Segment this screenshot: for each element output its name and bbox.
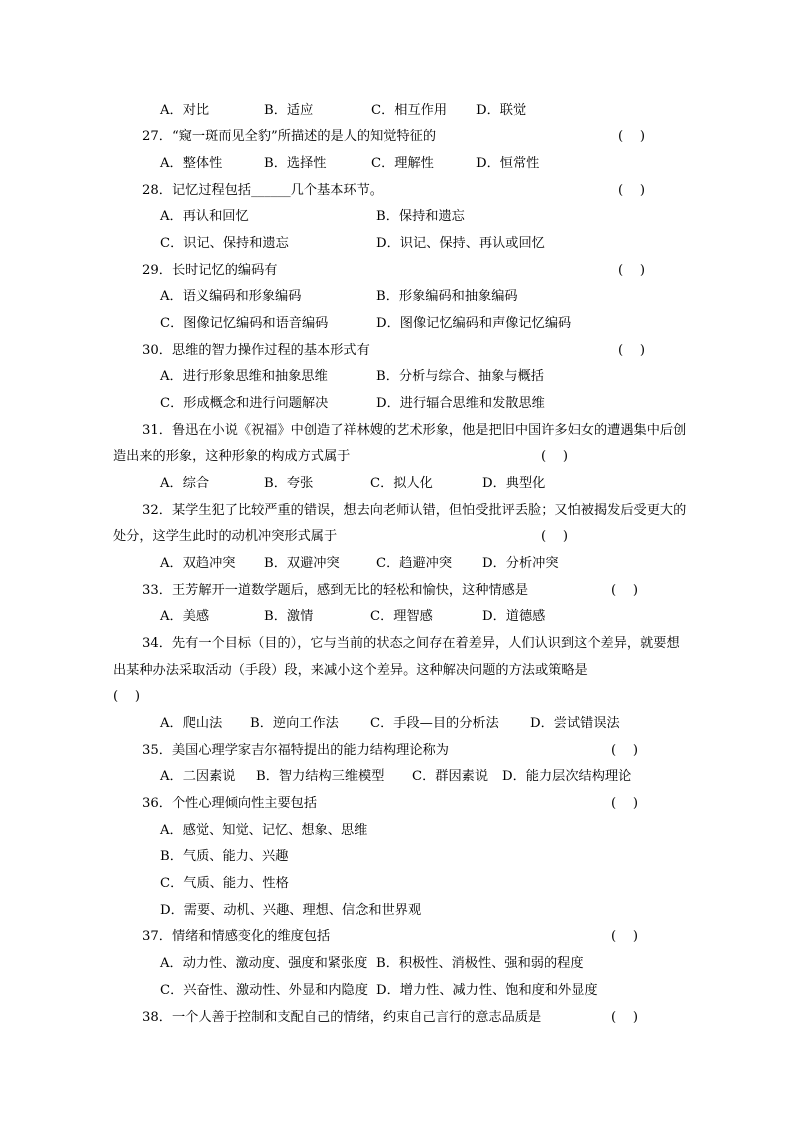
question-q37: 37．情绪和情感变化的维度包括 bbox=[142, 929, 331, 944]
question-q34a: 34．先有一个目标（目的），它与当前的状态之间存在着差异，人们认识到这个差异，就要想 bbox=[142, 636, 680, 651]
option-q30opts2-0: C．形成概念和进行问题解决 bbox=[160, 396, 329, 411]
question-q38: 38．一个人善于控制和支配自己的情绪，约束自己言行的意志品质是 bbox=[142, 1010, 542, 1025]
option-q32opts-2: C．趋避冲突 bbox=[376, 556, 453, 571]
question-q29: 29．长时记忆的编码有 bbox=[142, 263, 278, 278]
answer-bracket-q37: ( ) bbox=[611, 929, 639, 944]
option-q28opts1-1: B．保持和遗忘 bbox=[376, 209, 465, 224]
option-q36a: A．感觉、知觉、记忆、想象、思维 bbox=[160, 823, 368, 838]
answer-bracket-q31b: ( ) bbox=[541, 449, 569, 464]
option-q31opts-0: A．综合 bbox=[160, 476, 210, 491]
answer-bracket-q32b: ( ) bbox=[541, 529, 569, 544]
option-q36b: B．气质、能力、兴趣 bbox=[160, 849, 289, 864]
option-q30opts1-1: B．分析与综合、抽象与概括 bbox=[376, 369, 544, 384]
question-cont-q32b: 处分，这学生此时的动机冲突形式属于 bbox=[113, 529, 338, 544]
option-q33opts-0: A．美感 bbox=[160, 609, 210, 624]
option-q37opts2-1: D．增力性、减力性、饱和度和外显度 bbox=[376, 983, 598, 998]
question-q32a: 32．某学生犯了比较严重的错误，想去向老师认错，但怕受批评丢脸；又怕被揭发后受更大的 bbox=[142, 503, 687, 518]
question-q31a: 31．鲁迅在小说《祝福》中创造了祥林嫂的艺术形象，他是把旧中国许多妇女的遭遇集中后创 bbox=[142, 423, 687, 438]
question-cont-q34c: ( ) bbox=[113, 689, 141, 704]
question-q36: 36．个性心理倾向性主要包括 bbox=[142, 796, 318, 811]
option-q28opts1-0: A．再认和回忆 bbox=[160, 209, 249, 224]
option-q36c: C．气质、能力、性格 bbox=[160, 876, 289, 891]
option-q34opts-2: C．手段—目的分析法 bbox=[370, 716, 499, 731]
option-q35opts-2: C．群因素说 bbox=[412, 769, 489, 784]
answer-bracket-q29: ( ) bbox=[618, 263, 646, 278]
option-q35opts-3: D．能力层次结构理论 bbox=[502, 769, 632, 784]
option-q29opts1-1: B．形象编码和抽象编码 bbox=[376, 289, 518, 304]
option-q33opts-1: B．激情 bbox=[264, 609, 314, 624]
option-q33opts-3: D．道德感 bbox=[482, 609, 546, 624]
question-q30: 30．思维的智力操作过程的基本形式有 bbox=[142, 343, 370, 358]
option-q26opts-3: D．联觉 bbox=[476, 103, 527, 118]
question-q28: 28．记忆过程包括______几个基本环节。 bbox=[142, 183, 383, 198]
option-q26opts-0: A．对比 bbox=[160, 103, 210, 118]
option-q29opts1-0: A．语义编码和形象编码 bbox=[160, 289, 302, 304]
answer-bracket-q36: ( ) bbox=[611, 796, 639, 811]
option-q34opts-3: D．尝试错误法 bbox=[530, 716, 620, 731]
option-q35opts-1: B．智力结构三维模型 bbox=[256, 769, 385, 784]
option-q26opts-1: B．适应 bbox=[264, 103, 314, 118]
option-q29opts2-1: D．图像记忆编码和声像记忆编码 bbox=[376, 316, 572, 331]
option-q36d: D．需要、动机、兴趣、理想、信念和世界观 bbox=[160, 903, 422, 918]
question-q35: 35．美国心理学家吉尔福特提出的能力结构理论称为 bbox=[142, 743, 449, 758]
option-q37opts2-0: C．兴奋性、激动性、外显和内隐度 bbox=[160, 983, 368, 998]
answer-bracket-q28: ( ) bbox=[618, 183, 646, 198]
option-q28opts2-1: D．识记、保持、再认或回忆 bbox=[376, 236, 545, 251]
answer-bracket-q33: ( ) bbox=[611, 583, 639, 598]
option-q32opts-1: B．双避冲突 bbox=[264, 556, 340, 571]
option-q26opts-2: C．相互作用 bbox=[371, 103, 448, 118]
option-q31opts-3: D．典型化 bbox=[482, 476, 546, 491]
option-q34opts-0: A．爬山法 bbox=[160, 716, 223, 731]
option-q32opts-0: A．双趋冲突 bbox=[160, 556, 236, 571]
option-q27opts-3: D．恒常性 bbox=[476, 156, 540, 171]
option-q37opts1-1: B．积极性、消极性、强和弱的程度 bbox=[376, 956, 584, 971]
option-q33opts-2: C．理智感 bbox=[370, 609, 433, 624]
option-q27opts-0: A．整体性 bbox=[160, 156, 223, 171]
option-q29opts2-0: C．图像记忆编码和语音编码 bbox=[160, 316, 329, 331]
option-q27opts-2: C．理解性 bbox=[371, 156, 434, 171]
question-cont-q34b: 出某种办法采取活动（手段）段，来减小这个差异。这种解决问题的方法或策略是 bbox=[113, 663, 588, 678]
answer-bracket-q38: ( ) bbox=[611, 1010, 639, 1025]
option-q30opts1-0: A．进行形象思维和抽象思维 bbox=[160, 369, 328, 384]
question-q33: 33．王芳解开一道数学题后，感到无比的轻松和愉快，这种情感是 bbox=[142, 583, 529, 598]
option-q32opts-3: D．分析冲突 bbox=[482, 556, 559, 571]
option-q27opts-1: B．选择性 bbox=[264, 156, 327, 171]
answer-bracket-q30: ( ) bbox=[618, 343, 646, 358]
option-q30opts2-1: D．进行辐合思维和发散思维 bbox=[376, 396, 545, 411]
answer-bracket-q27: ( ) bbox=[618, 129, 646, 144]
option-q35opts-0: A．二因素说 bbox=[160, 769, 236, 784]
option-q31opts-1: B．夸张 bbox=[264, 476, 314, 491]
option-q28opts2-0: C．识记、保持和遗忘 bbox=[160, 236, 289, 251]
answer-bracket-q35: ( ) bbox=[611, 743, 639, 758]
question-cont-q31b: 造出来的形象，这种形象的构成方式属于 bbox=[113, 449, 351, 464]
option-q34opts-1: B．逆向工作法 bbox=[250, 716, 339, 731]
option-q31opts-2: C．拟人化 bbox=[370, 476, 433, 491]
question-q27: 27．“窥一斑而见全豹”所描述的是人的知觉特征的 bbox=[142, 129, 437, 144]
option-q37opts1-0: A．动力性、激动度、强度和紧张度 bbox=[160, 956, 368, 971]
